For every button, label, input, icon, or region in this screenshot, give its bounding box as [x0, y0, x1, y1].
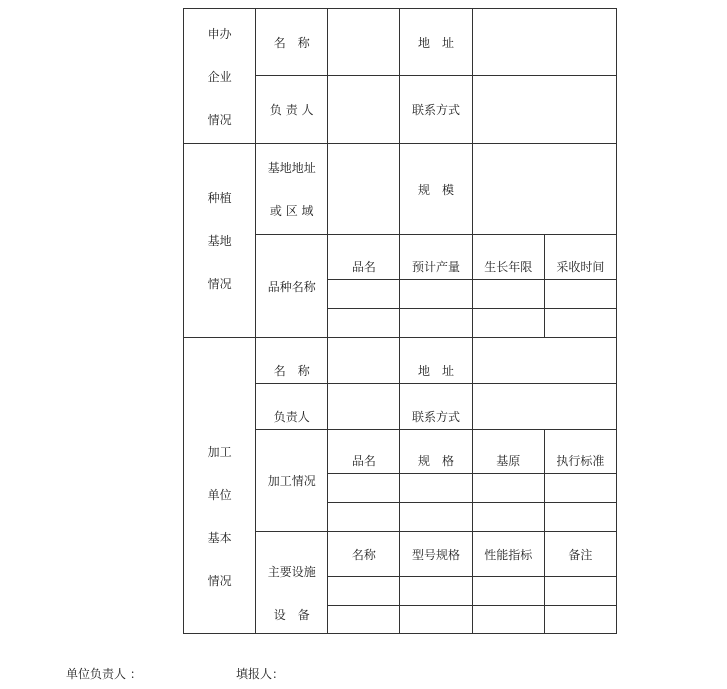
base-address-label: 基地地址 或 区 域	[256, 144, 328, 235]
processing-cell[interactable]	[400, 503, 472, 532]
sponsor-section-label: 申办 企业 情况	[184, 9, 256, 144]
sponsor-address-label: 地 址	[400, 9, 472, 76]
facility-header-remarks: 备注	[544, 532, 616, 577]
processing-cell[interactable]	[544, 503, 616, 532]
base-section-label: 种植 基地 情况	[184, 144, 256, 338]
base-cell[interactable]	[472, 309, 544, 338]
base-scale-value[interactable]	[472, 144, 616, 235]
sponsor-name-label: 名 称	[256, 9, 328, 76]
facility-label: 主要设施 设 备	[256, 532, 328, 634]
processing-head-value[interactable]	[328, 384, 400, 430]
processing-contact-label: 联系方式	[400, 384, 472, 430]
facility-cell[interactable]	[544, 577, 616, 606]
processing-cell[interactable]	[400, 474, 472, 503]
facility-cell[interactable]	[328, 577, 400, 606]
processing-header-spec: 规 格	[400, 430, 472, 474]
base-cell[interactable]	[328, 280, 400, 309]
sponsor-address-value[interactable]	[472, 9, 616, 76]
base-cell[interactable]	[328, 309, 400, 338]
processing-contact-value[interactable]	[472, 384, 616, 430]
base-address-value[interactable]	[328, 144, 400, 235]
base-cell[interactable]	[472, 280, 544, 309]
processing-head-label: 负责人	[256, 384, 328, 430]
base-cell[interactable]	[400, 309, 472, 338]
processing-header-name: 品名	[328, 430, 400, 474]
processing-address-label: 地 址	[400, 338, 472, 384]
sponsor-contact-value[interactable]	[472, 76, 616, 144]
base-header-years: 生长年限	[472, 235, 544, 280]
processing-cell[interactable]	[472, 474, 544, 503]
facility-header-performance: 性能指标	[472, 532, 544, 577]
base-cell[interactable]	[544, 280, 616, 309]
processing-address-value[interactable]	[472, 338, 616, 384]
base-scale-label: 规 模	[400, 144, 472, 235]
base-cell[interactable]	[400, 280, 472, 309]
facility-header-model: 型号规格	[400, 532, 472, 577]
base-header-name: 品名	[328, 235, 400, 280]
facility-header-name: 名称	[328, 532, 400, 577]
facility-cell[interactable]	[400, 606, 472, 634]
unit-head-signature-label: 单位负责人 ：	[66, 667, 142, 681]
sponsor-head-label: 负 责 人	[256, 76, 328, 144]
facility-cell[interactable]	[400, 577, 472, 606]
sponsor-head-value[interactable]	[328, 76, 400, 144]
processing-name-value[interactable]	[328, 338, 400, 384]
processing-cell[interactable]	[328, 474, 400, 503]
base-header-harvest: 采收时间	[544, 235, 616, 280]
processing-header-standard: 执行标准	[544, 430, 616, 474]
facility-cell[interactable]	[544, 606, 616, 634]
filler-signature-label: 填报人：	[236, 667, 285, 681]
processing-name-label: 名 称	[256, 338, 328, 384]
facility-cell[interactable]	[328, 606, 400, 634]
sponsor-name-value[interactable]	[328, 9, 400, 76]
facility-cell[interactable]	[472, 606, 544, 634]
processing-header-origin: 基原	[472, 430, 544, 474]
sponsor-contact-label: 联系方式	[400, 76, 472, 144]
base-variety-label: 品种名称	[256, 235, 328, 338]
processing-cell[interactable]	[472, 503, 544, 532]
processing-cell[interactable]	[328, 503, 400, 532]
base-header-yield: 预计产量	[400, 235, 472, 280]
facility-cell[interactable]	[472, 577, 544, 606]
processing-section-label: 加工 单位 基本 情况	[184, 338, 256, 634]
base-cell[interactable]	[544, 309, 616, 338]
application-form-table	[183, 8, 617, 634]
processing-cell[interactable]	[544, 474, 616, 503]
processing-info-label: 加工情况	[256, 430, 328, 532]
